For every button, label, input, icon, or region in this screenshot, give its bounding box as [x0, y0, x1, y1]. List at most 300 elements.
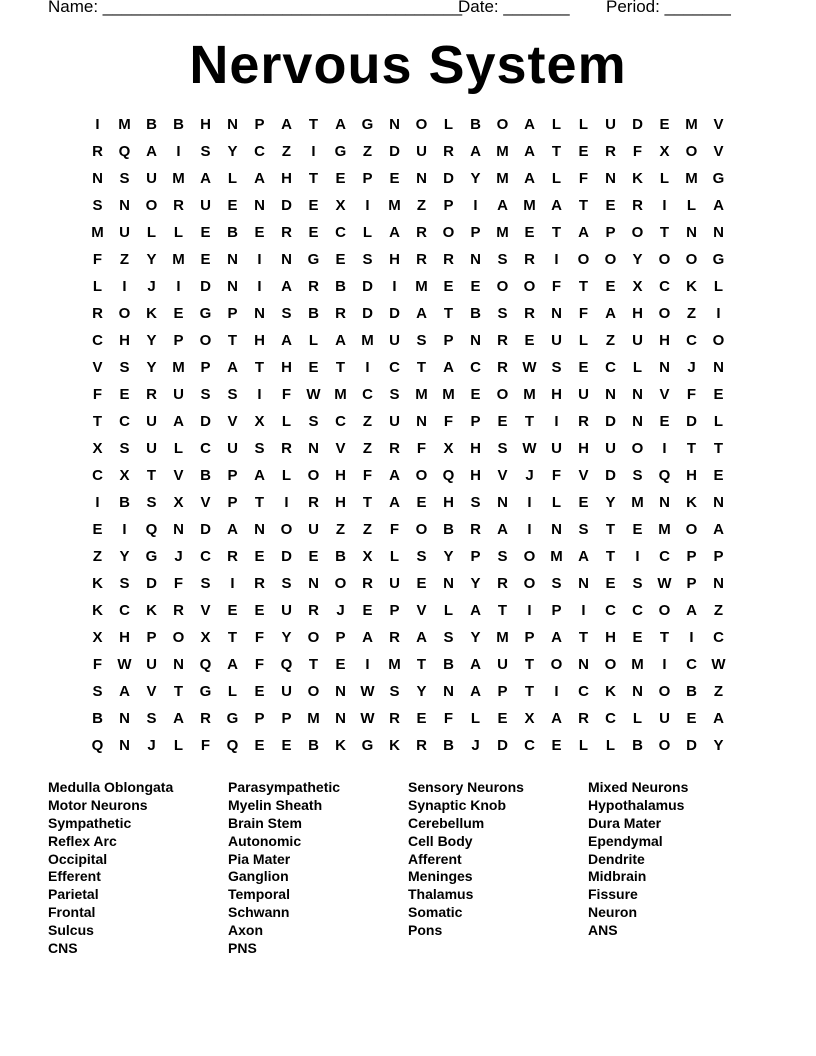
- grid-letter[interactable]: I: [554, 683, 559, 700]
- grid-letter[interactable]: S: [416, 332, 427, 349]
- grid-letter[interactable]: V: [92, 359, 103, 376]
- grid-letter[interactable]: K: [92, 575, 103, 592]
- grid-letter[interactable]: I: [122, 521, 127, 538]
- grid-letter[interactable]: S: [200, 575, 211, 592]
- grid-letter[interactable]: A: [173, 413, 184, 430]
- grid-letter[interactable]: S: [497, 548, 508, 565]
- grid-letter[interactable]: V: [713, 116, 724, 133]
- grid-letter[interactable]: J: [147, 737, 156, 754]
- grid-letter[interactable]: E: [335, 170, 346, 187]
- grid-letter[interactable]: R: [92, 143, 103, 160]
- grid-letter[interactable]: H: [659, 332, 670, 349]
- grid-letter[interactable]: G: [199, 683, 212, 700]
- grid-letter[interactable]: R: [308, 494, 319, 511]
- grid-letter[interactable]: O: [685, 521, 698, 538]
- grid-letter[interactable]: T: [605, 548, 616, 565]
- grid-letter[interactable]: B: [308, 737, 319, 754]
- grid-letter[interactable]: O: [550, 656, 563, 673]
- grid-letter[interactable]: A: [389, 224, 400, 241]
- grid-letter[interactable]: E: [227, 602, 238, 619]
- grid-letter[interactable]: N: [659, 494, 670, 511]
- grid-letter[interactable]: X: [362, 548, 373, 565]
- grid-letter[interactable]: F: [551, 467, 562, 484]
- grid-letter[interactable]: Y: [416, 683, 427, 700]
- grid-letter[interactable]: I: [473, 197, 478, 214]
- grid-letter[interactable]: C: [524, 737, 535, 754]
- grid-letter[interactable]: T: [443, 305, 454, 322]
- grid-letter[interactable]: X: [92, 629, 103, 646]
- grid-letter[interactable]: W: [117, 656, 132, 673]
- grid-letter[interactable]: C: [686, 332, 697, 349]
- grid-letter[interactable]: H: [389, 251, 400, 268]
- grid-letter[interactable]: M: [415, 278, 428, 295]
- grid-letter[interactable]: E: [632, 629, 643, 646]
- grid-letter[interactable]: A: [281, 278, 292, 295]
- grid-letter[interactable]: R: [335, 305, 346, 322]
- grid-letter[interactable]: I: [122, 278, 127, 295]
- grid-letter[interactable]: U: [227, 440, 238, 457]
- grid-letter[interactable]: U: [146, 170, 157, 187]
- grid-letter[interactable]: R: [416, 224, 427, 241]
- grid-letter[interactable]: T: [578, 278, 589, 295]
- grid-letter[interactable]: N: [308, 575, 319, 592]
- grid-letter[interactable]: E: [578, 143, 589, 160]
- grid-letter[interactable]: C: [254, 143, 265, 160]
- grid-letter[interactable]: J: [147, 278, 156, 295]
- grid-letter[interactable]: F: [551, 278, 562, 295]
- grid-letter[interactable]: T: [659, 224, 670, 241]
- grid-letter[interactable]: D: [686, 737, 697, 754]
- grid-letter[interactable]: R: [254, 575, 265, 592]
- grid-letter[interactable]: H: [578, 440, 589, 457]
- grid-letter[interactable]: D: [605, 467, 616, 484]
- grid-letter[interactable]: O: [496, 386, 509, 403]
- grid-letter[interactable]: O: [577, 251, 590, 268]
- grid-letter[interactable]: L: [551, 494, 562, 511]
- grid-letter[interactable]: W: [711, 656, 726, 673]
- grid-letter[interactable]: P: [443, 197, 454, 214]
- grid-letter[interactable]: E: [605, 197, 616, 214]
- grid-letter[interactable]: B: [470, 116, 481, 133]
- grid-letter[interactable]: Q: [226, 737, 239, 754]
- grid-letter[interactable]: O: [415, 521, 428, 538]
- grid-letter[interactable]: U: [497, 656, 508, 673]
- grid-letter[interactable]: E: [443, 278, 454, 295]
- grid-letter[interactable]: A: [551, 197, 562, 214]
- grid-letter[interactable]: K: [146, 305, 157, 322]
- grid-letter[interactable]: M: [388, 197, 401, 214]
- grid-letter[interactable]: T: [227, 332, 238, 349]
- grid-letter[interactable]: U: [416, 143, 427, 160]
- grid-letter[interactable]: T: [416, 359, 427, 376]
- grid-letter[interactable]: B: [686, 683, 697, 700]
- grid-letter[interactable]: M: [496, 143, 509, 160]
- grid-letter[interactable]: V: [497, 467, 508, 484]
- grid-letter[interactable]: R: [443, 143, 454, 160]
- grid-letter[interactable]: T: [605, 521, 616, 538]
- grid-letter[interactable]: I: [176, 278, 181, 295]
- grid-letter[interactable]: S: [308, 413, 319, 430]
- grid-letter[interactable]: A: [281, 116, 292, 133]
- grid-letter[interactable]: D: [281, 548, 292, 565]
- grid-letter[interactable]: V: [200, 602, 211, 619]
- grid-letter[interactable]: U: [281, 683, 292, 700]
- grid-letter[interactable]: M: [91, 224, 104, 241]
- grid-letter[interactable]: Y: [470, 575, 481, 592]
- grid-letter[interactable]: C: [659, 548, 670, 565]
- grid-letter[interactable]: X: [632, 278, 643, 295]
- grid-letter[interactable]: I: [257, 251, 262, 268]
- grid-letter[interactable]: A: [200, 170, 211, 187]
- grid-letter[interactable]: B: [470, 305, 481, 322]
- grid-letter[interactable]: N: [389, 116, 400, 133]
- grid-letter[interactable]: E: [308, 197, 319, 214]
- grid-letter[interactable]: G: [361, 737, 374, 754]
- grid-letter[interactable]: A: [416, 629, 427, 646]
- grid-letter[interactable]: Q: [199, 656, 212, 673]
- grid-letter[interactable]: P: [173, 332, 184, 349]
- grid-letter[interactable]: O: [307, 683, 320, 700]
- grid-letter[interactable]: D: [389, 143, 400, 160]
- grid-letter[interactable]: I: [662, 656, 667, 673]
- grid-letter[interactable]: R: [173, 197, 184, 214]
- grid-letter[interactable]: O: [523, 548, 536, 565]
- grid-letter[interactable]: U: [119, 224, 130, 241]
- grid-letter[interactable]: A: [335, 332, 346, 349]
- grid-letter[interactable]: L: [578, 332, 589, 349]
- grid-letter[interactable]: S: [389, 683, 400, 700]
- grid-letter[interactable]: F: [416, 440, 427, 457]
- grid-letter[interactable]: O: [118, 305, 131, 322]
- grid-letter[interactable]: R: [524, 251, 535, 268]
- grid-letter[interactable]: O: [658, 602, 671, 619]
- grid-letter[interactable]: O: [145, 197, 158, 214]
- grid-letter[interactable]: A: [524, 116, 535, 133]
- grid-letter[interactable]: E: [524, 332, 535, 349]
- grid-letter[interactable]: D: [200, 413, 211, 430]
- grid-letter[interactable]: F: [686, 386, 697, 403]
- grid-letter[interactable]: I: [365, 359, 370, 376]
- grid-letter[interactable]: C: [389, 359, 400, 376]
- grid-letter[interactable]: R: [416, 251, 427, 268]
- name-field[interactable]: Name: ______________________________________: [48, 0, 463, 16]
- grid-letter[interactable]: L: [227, 683, 238, 700]
- grid-letter[interactable]: I: [689, 629, 694, 646]
- grid-letter[interactable]: H: [281, 359, 292, 376]
- grid-letter[interactable]: L: [578, 116, 589, 133]
- grid-letter[interactable]: W: [657, 575, 672, 592]
- grid-letter[interactable]: A: [227, 359, 238, 376]
- grid-letter[interactable]: U: [173, 386, 184, 403]
- grid-letter[interactable]: T: [254, 359, 265, 376]
- grid-letter[interactable]: X: [119, 467, 130, 484]
- grid-letter[interactable]: L: [470, 710, 481, 727]
- grid-letter[interactable]: T: [524, 656, 535, 673]
- grid-letter[interactable]: O: [658, 737, 671, 754]
- grid-letter[interactable]: Q: [658, 467, 671, 484]
- grid-letter[interactable]: S: [470, 494, 481, 511]
- grid-letter[interactable]: J: [174, 548, 183, 565]
- grid-letter[interactable]: E: [524, 224, 535, 241]
- grid-letter[interactable]: T: [551, 143, 562, 160]
- grid-letter[interactable]: T: [227, 629, 238, 646]
- grid-letter[interactable]: E: [497, 413, 508, 430]
- grid-letter[interactable]: T: [416, 656, 427, 673]
- grid-letter[interactable]: N: [254, 521, 265, 538]
- grid-letter[interactable]: I: [662, 197, 667, 214]
- grid-letter[interactable]: P: [200, 359, 211, 376]
- grid-letter[interactable]: M: [631, 656, 644, 673]
- grid-letter[interactable]: E: [200, 224, 211, 241]
- grid-letter[interactable]: S: [632, 575, 643, 592]
- grid-letter[interactable]: F: [173, 575, 184, 592]
- grid-letter[interactable]: K: [335, 737, 346, 754]
- grid-letter[interactable]: U: [146, 413, 157, 430]
- grid-letter[interactable]: L: [281, 413, 292, 430]
- grid-letter[interactable]: I: [95, 116, 100, 133]
- grid-letter[interactable]: L: [443, 602, 454, 619]
- grid-letter[interactable]: Z: [92, 548, 103, 565]
- grid-letter[interactable]: D: [686, 413, 697, 430]
- grid-letter[interactable]: K: [632, 170, 643, 187]
- grid-letter[interactable]: N: [659, 359, 670, 376]
- grid-letter[interactable]: D: [605, 413, 616, 430]
- grid-letter[interactable]: G: [199, 305, 212, 322]
- grid-letter[interactable]: T: [497, 602, 508, 619]
- grid-letter[interactable]: H: [119, 629, 130, 646]
- grid-letter[interactable]: A: [416, 305, 427, 322]
- grid-letter[interactable]: J: [525, 467, 534, 484]
- grid-letter[interactable]: U: [632, 332, 643, 349]
- grid-letter[interactable]: S: [497, 251, 508, 268]
- grid-letter[interactable]: C: [578, 683, 589, 700]
- grid-letter[interactable]: S: [119, 575, 130, 592]
- grid-letter[interactable]: C: [119, 413, 130, 430]
- grid-letter[interactable]: C: [200, 548, 211, 565]
- grid-letter[interactable]: N: [605, 170, 616, 187]
- grid-letter[interactable]: E: [362, 602, 373, 619]
- grid-letter[interactable]: R: [416, 737, 427, 754]
- grid-letter[interactable]: H: [686, 467, 697, 484]
- grid-letter[interactable]: P: [443, 332, 454, 349]
- grid-letter[interactable]: R: [389, 710, 400, 727]
- grid-letter[interactable]: M: [334, 386, 347, 403]
- grid-letter[interactable]: S: [443, 629, 454, 646]
- grid-letter[interactable]: Y: [443, 548, 454, 565]
- grid-letter[interactable]: D: [362, 278, 373, 295]
- grid-letter[interactable]: J: [471, 737, 480, 754]
- grid-letter[interactable]: E: [335, 656, 346, 673]
- grid-letter[interactable]: Z: [713, 602, 724, 619]
- grid-letter[interactable]: K: [389, 737, 400, 754]
- grid-letter[interactable]: Z: [713, 683, 724, 700]
- grid-letter[interactable]: F: [92, 656, 103, 673]
- grid-letter[interactable]: I: [716, 305, 721, 322]
- grid-letter[interactable]: R: [389, 440, 400, 457]
- grid-letter[interactable]: F: [632, 143, 643, 160]
- grid-letter[interactable]: P: [686, 548, 697, 565]
- grid-letter[interactable]: L: [281, 467, 292, 484]
- grid-letter[interactable]: L: [173, 737, 184, 754]
- grid-letter[interactable]: T: [713, 440, 724, 457]
- grid-letter[interactable]: B: [443, 521, 454, 538]
- grid-letter[interactable]: C: [686, 656, 697, 673]
- grid-letter[interactable]: A: [335, 116, 346, 133]
- grid-letter[interactable]: N: [92, 170, 103, 187]
- grid-letter[interactable]: A: [713, 710, 724, 727]
- grid-letter[interactable]: M: [631, 494, 644, 511]
- grid-letter[interactable]: S: [551, 359, 562, 376]
- grid-letter[interactable]: R: [308, 602, 319, 619]
- grid-letter[interactable]: P: [227, 494, 238, 511]
- grid-letter[interactable]: O: [334, 575, 347, 592]
- grid-letter[interactable]: E: [632, 521, 643, 538]
- grid-letter[interactable]: T: [362, 494, 373, 511]
- grid-letter[interactable]: T: [551, 224, 562, 241]
- grid-letter[interactable]: M: [496, 170, 509, 187]
- grid-letter[interactable]: I: [365, 197, 370, 214]
- grid-letter[interactable]: M: [658, 521, 671, 538]
- grid-letter[interactable]: S: [227, 386, 238, 403]
- grid-letter[interactable]: T: [686, 440, 697, 457]
- grid-letter[interactable]: G: [226, 710, 239, 727]
- grid-letter[interactable]: N: [254, 197, 265, 214]
- grid-letter[interactable]: O: [658, 305, 671, 322]
- grid-letter[interactable]: B: [200, 467, 211, 484]
- grid-letter[interactable]: A: [551, 710, 562, 727]
- grid-letter[interactable]: L: [173, 224, 184, 241]
- grid-letter[interactable]: L: [362, 224, 373, 241]
- grid-letter[interactable]: E: [605, 575, 616, 592]
- grid-letter[interactable]: A: [524, 143, 535, 160]
- grid-letter[interactable]: R: [146, 386, 157, 403]
- grid-letter[interactable]: B: [92, 710, 103, 727]
- grid-letter[interactable]: A: [227, 656, 238, 673]
- grid-letter[interactable]: N: [632, 386, 643, 403]
- grid-letter[interactable]: H: [470, 467, 481, 484]
- grid-letter[interactable]: P: [470, 413, 481, 430]
- grid-letter[interactable]: T: [335, 359, 346, 376]
- grid-letter[interactable]: E: [497, 710, 508, 727]
- grid-letter[interactable]: N: [551, 305, 562, 322]
- grid-letter[interactable]: E: [119, 386, 130, 403]
- grid-letter[interactable]: S: [632, 467, 643, 484]
- grid-letter[interactable]: N: [254, 305, 265, 322]
- grid-letter[interactable]: P: [362, 170, 373, 187]
- grid-letter[interactable]: G: [712, 170, 725, 187]
- grid-letter[interactable]: A: [362, 629, 373, 646]
- grid-letter[interactable]: T: [524, 413, 535, 430]
- grid-letter[interactable]: F: [200, 737, 211, 754]
- grid-letter[interactable]: E: [470, 386, 481, 403]
- grid-letter[interactable]: O: [685, 143, 698, 160]
- grid-letter[interactable]: A: [443, 359, 454, 376]
- grid-letter[interactable]: N: [416, 413, 427, 430]
- grid-letter[interactable]: B: [146, 116, 157, 133]
- grid-letter[interactable]: U: [659, 710, 670, 727]
- grid-letter[interactable]: O: [307, 629, 320, 646]
- grid-letter[interactable]: F: [281, 386, 292, 403]
- grid-letter[interactable]: H: [119, 332, 130, 349]
- grid-letter[interactable]: O: [307, 467, 320, 484]
- grid-letter[interactable]: R: [578, 413, 589, 430]
- grid-letter[interactable]: C: [605, 710, 616, 727]
- grid-letter[interactable]: T: [308, 116, 319, 133]
- grid-letter[interactable]: R: [524, 305, 535, 322]
- grid-letter[interactable]: H: [200, 116, 211, 133]
- grid-letter[interactable]: R: [578, 710, 589, 727]
- grid-letter[interactable]: N: [443, 575, 454, 592]
- grid-letter[interactable]: N: [227, 116, 238, 133]
- grid-letter[interactable]: S: [92, 683, 103, 700]
- grid-letter[interactable]: W: [360, 683, 375, 700]
- grid-letter[interactable]: O: [496, 278, 509, 295]
- grid-letter[interactable]: N: [551, 521, 562, 538]
- grid-letter[interactable]: U: [146, 656, 157, 673]
- grid-letter[interactable]: P: [254, 710, 265, 727]
- grid-letter[interactable]: I: [392, 278, 397, 295]
- grid-letter[interactable]: I: [527, 521, 532, 538]
- grid-letter[interactable]: K: [686, 278, 697, 295]
- grid-letter[interactable]: N: [227, 251, 238, 268]
- grid-letter[interactable]: F: [92, 386, 103, 403]
- grid-letter[interactable]: E: [659, 116, 670, 133]
- grid-letter[interactable]: N: [632, 413, 643, 430]
- grid-letter[interactable]: H: [632, 305, 643, 322]
- grid-letter[interactable]: C: [605, 359, 616, 376]
- grid-letter[interactable]: I: [311, 143, 316, 160]
- grid-letter[interactable]: M: [118, 116, 131, 133]
- grid-letter[interactable]: E: [281, 737, 292, 754]
- grid-letter[interactable]: R: [497, 575, 508, 592]
- grid-letter[interactable]: I: [176, 143, 181, 160]
- grid-letter[interactable]: E: [389, 170, 400, 187]
- grid-letter[interactable]: A: [578, 548, 589, 565]
- grid-letter[interactable]: L: [713, 413, 724, 430]
- grid-letter[interactable]: I: [257, 386, 262, 403]
- grid-letter[interactable]: U: [578, 386, 589, 403]
- grid-letter[interactable]: Y: [605, 494, 616, 511]
- grid-letter[interactable]: Z: [281, 143, 292, 160]
- grid-letter[interactable]: N: [227, 278, 238, 295]
- grid-letter[interactable]: A: [605, 305, 616, 322]
- grid-letter[interactable]: F: [362, 467, 373, 484]
- grid-letter[interactable]: E: [416, 494, 427, 511]
- grid-letter[interactable]: Z: [686, 305, 697, 322]
- grid-letter[interactable]: B: [632, 737, 643, 754]
- grid-letter[interactable]: L: [551, 170, 562, 187]
- grid-letter[interactable]: P: [470, 224, 481, 241]
- grid-letter[interactable]: S: [497, 440, 508, 457]
- grid-letter[interactable]: H: [443, 494, 454, 511]
- grid-letter[interactable]: E: [308, 548, 319, 565]
- date-field[interactable]: Date: _______: [458, 0, 570, 16]
- grid-letter[interactable]: I: [581, 602, 586, 619]
- grid-letter[interactable]: L: [227, 170, 238, 187]
- grid-letter[interactable]: M: [685, 116, 698, 133]
- grid-letter[interactable]: N: [119, 197, 130, 214]
- grid-letter[interactable]: Z: [362, 440, 373, 457]
- grid-letter[interactable]: E: [416, 575, 427, 592]
- grid-letter[interactable]: S: [92, 197, 103, 214]
- grid-letter[interactable]: Y: [227, 143, 238, 160]
- grid-letter[interactable]: Q: [118, 143, 131, 160]
- grid-letter[interactable]: E: [578, 359, 589, 376]
- grid-letter[interactable]: E: [578, 494, 589, 511]
- grid-letter[interactable]: N: [632, 683, 643, 700]
- grid-letter[interactable]: I: [554, 413, 559, 430]
- grid-letter[interactable]: G: [307, 251, 320, 268]
